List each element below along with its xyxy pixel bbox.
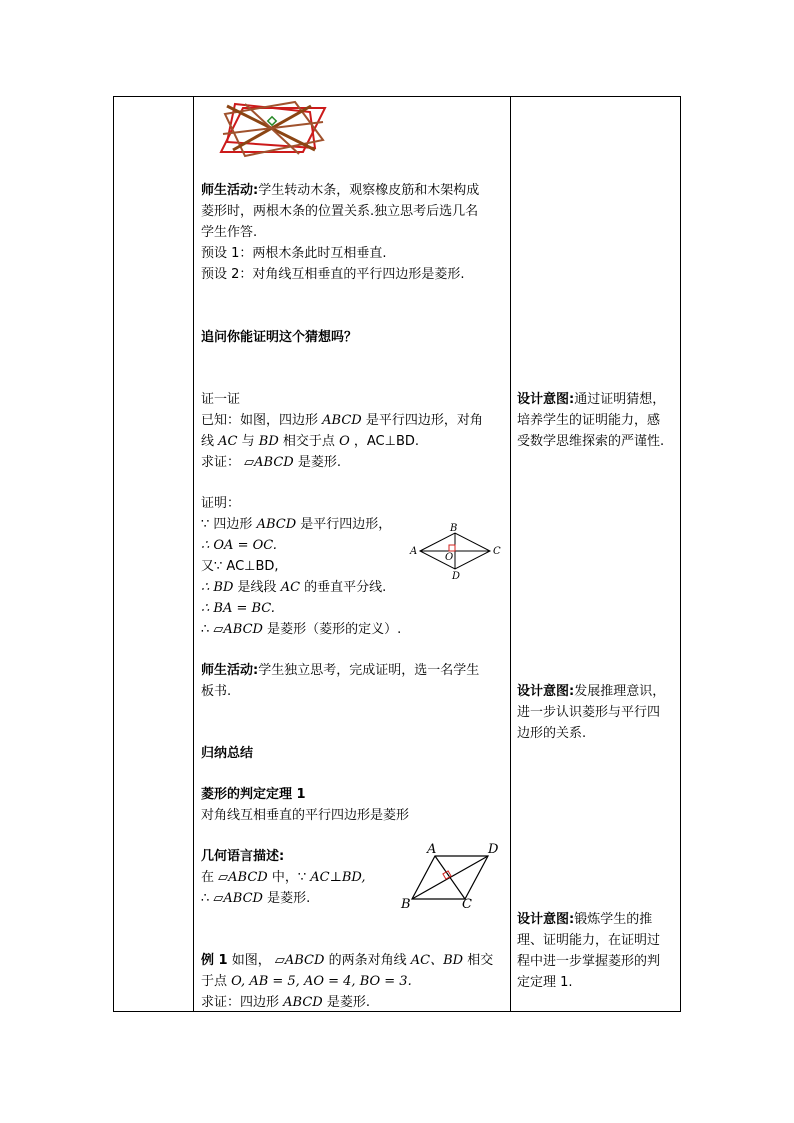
summary-heading: 归纳总结 <box>201 746 254 761</box>
example-line2: 于点 O, AB = 5, AO = 4, BO = 3. <box>201 974 412 989</box>
theorem-text: 对角线互相垂直的平行四边形是菱形 <box>201 808 410 823</box>
column-divider-1 <box>193 96 194 1012</box>
fig2-label-d: D <box>488 842 499 857</box>
wooden-frame-illustration <box>215 100 330 158</box>
fig1-label-c: C <box>493 546 501 557</box>
geo-line1: 在 ▱ABCD 中，∵ AC⊥BD, <box>201 870 366 885</box>
intent3-line2: 理、证明能力，在证明过 <box>517 933 661 948</box>
preset-1: 预设 1：两根木条此时互相垂直. <box>201 246 387 261</box>
prove-heading: 证一证 <box>201 392 241 407</box>
intent2-line1: 设计意图:发展推理意识， <box>517 684 666 699</box>
proof-step3: 又∵ AC⊥BD, <box>201 559 279 574</box>
intent1-line3: 受数学思维探索的严谨性. <box>517 434 665 449</box>
fig2-label-a: A <box>427 842 437 857</box>
geo-line2: ∴ ▱ABCD 是菱形. <box>201 891 311 906</box>
intent1-line2: 培养学生的证明能力，感 <box>517 413 661 428</box>
column-divider-2 <box>510 96 511 1012</box>
fig2-label-b: B <box>401 897 411 912</box>
table-frame <box>113 96 681 1012</box>
activity2-line2: 板书. <box>201 684 232 699</box>
activity1-label: 师生活动: <box>201 183 259 198</box>
activity1-line3: 学生作答. <box>201 225 258 240</box>
fig1-label-d: D <box>452 571 461 582</box>
proof-heading: 证明： <box>201 496 241 511</box>
intent2-line2: 进一步认识菱形与平行四 <box>517 705 661 720</box>
fig1-label-a: A <box>410 546 418 557</box>
intent2-line3: 边形的关系. <box>517 726 587 741</box>
intent3-line1: 设计意图:锻炼学生的推 <box>517 912 653 927</box>
right-angle-marker-1 <box>449 545 455 551</box>
fig1-label-b: B <box>450 523 458 534</box>
proof-step2: ∴ OA = OC. <box>201 538 277 553</box>
geo-language-title: 几何语言描述: <box>201 849 285 864</box>
given-line1: 已知：如图，四边形 ABCD 是平行四边形，对角 <box>201 413 483 428</box>
right-angle-marker <box>268 117 276 125</box>
intent3-line3: 程中进一步掌握菱形的判 <box>517 954 661 969</box>
find-line: 求证： ▱ABCD 是菱形. <box>201 455 341 470</box>
fig2-label-c: C <box>462 897 472 912</box>
activity1-line2: 菱形时，两根木条的位置关系.独立思考后选几名 <box>201 204 479 219</box>
proof-step1: ∵ 四边形 ABCD 是平行四边形， <box>201 517 392 532</box>
given-line2: 线 AC 与 BD 相交于点 O ，AC⊥BD. <box>201 434 420 449</box>
example-line1: 例 1 如图， ▱ABCD 的两条对角线 AC、BD 相交 <box>201 953 494 968</box>
proof-step4: ∴ BD 是线段 AC 的垂直平分线. <box>201 580 387 595</box>
rhombus-figure-1 <box>420 530 490 575</box>
intent3-line4: 定定理 1. <box>517 975 573 990</box>
theorem-title: 菱形的判定定理 1 <box>201 787 306 802</box>
activity2-label: 师生活动: <box>201 663 259 678</box>
proof-step6: ∴ ▱ABCD 是菱形（菱形的定义）. <box>201 622 402 637</box>
rhombus-figure-2 <box>410 852 490 902</box>
preset-2: 预设 2：对角线互相垂直的平行四边形是菱形. <box>201 267 465 282</box>
example-line3: 求证：四边形 ABCD 是菱形. <box>201 995 370 1010</box>
fig1-label-o: O <box>445 552 454 563</box>
activity2-line1: 师生活动:学生独立思考，完成证明，选一名学生 <box>201 663 480 678</box>
proof-step5: ∴ BA = BC. <box>201 601 275 616</box>
intent1-line1: 设计意图:通过证明猜想， <box>517 392 666 407</box>
follow-up-question: 追问你能证明这个猜想吗？ <box>201 330 358 345</box>
activity1-line1: 师生活动:学生转动木条，观察橡皮筋和木架构成 <box>201 183 480 198</box>
